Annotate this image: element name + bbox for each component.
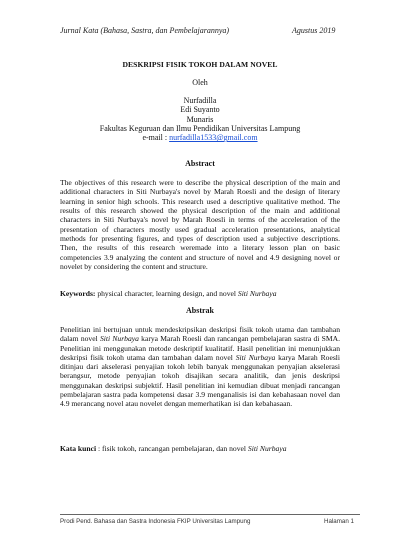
novel-title: Siti Nurbaya <box>235 352 276 362</box>
paper-title: DESKRIPSI FISIK TOKOH DALAM NOVEL <box>122 60 278 69</box>
footer-divider <box>60 514 360 515</box>
kata-kunci-text: : fisik tokoh, rancangan pembelajaran, dan novel <box>96 444 248 453</box>
keywords-text: physical character, learning design, and novel <box>95 289 238 298</box>
keywords-novel-title: Siti Nurbaya <box>237 289 277 298</box>
abstrak-segment: Penelitian ini bertujuan untuk mendeskripsikan deskripsi fisik tokoh utama dan tambahan dalam novel <box>60 325 340 344</box>
email-label: e-mail : <box>142 133 170 143</box>
footer-department: Prodi Pend. Bahasa dan Sastra Indonesia FKIP Universitas Lampung <box>60 518 251 525</box>
author-block <box>0 96 400 142</box>
abstrak-heading: Abstrak <box>185 306 214 315</box>
author-name: Nurfadilla <box>183 96 217 105</box>
abstract-english-text: The objectives of this research were to describe the physical description of the main and additional characters in Siti Nurbaya's novel by Marah Roesli and the design of literary learning in senior high schools. This research used a descriptive qualitative method. The results of this research showed the physical description of the main and additional characters in Siti Nurbaya's novel by Marah Roesli in terms of the acceleration of the presentation of characters mostly used gradual acceleration presentations, analytical methods for presenting figures, and types of description used a subjective descriptions. Then, the results of this research weremade into a literary lesson plan on basic competencies 3.9 analyzing the content and structure of novel and 4.9 designing novel or novelet by considering the content and structure. <box>60 178 340 272</box>
affiliation: Fakultas Keguruan dan Ilmu Pendidikan Universitas Lampung <box>99 123 301 133</box>
keywords-label: Keywords: <box>60 289 96 298</box>
keywords-english <box>60 289 340 298</box>
abstrak-segment: karya Marah Roesli ditinjau dari akselerasi penyajian tokoh lebih banyak menggunakan penyajian akselerasi berangsur, metode penyajian tokoh disajikan secara analitik, dan jenis deskripsi menggunakan deskripsi subjektif. Hasil penelitian ini kemudian dibuat menjadi rancangan pembelajaran sastra pada kompetensi dasar 3.9 menganalisis isi dan kebahasaan novel dan 4.9 merancang novel atau novelet dengan memerhatikan isi dan kebahasaan. <box>60 352 340 409</box>
email-line <box>0 133 400 142</box>
author-name: Edi Suyanto <box>180 105 220 115</box>
novel-title: Siti Nurbaya <box>99 334 139 344</box>
footer-page-number: Halaman 1 <box>324 518 354 525</box>
running-header-date: Agustus 2019 <box>292 26 336 35</box>
keywords-indonesian <box>60 444 340 453</box>
abstrak-indonesian-text <box>60 325 340 409</box>
running-header-journal: Jurnal Kata (Bahasa, Sastra, dan Pembelajarannya) <box>60 26 230 35</box>
abstrak-segment: karya Marah Roesli dan rancangan pembelajaran sastra di SMA. Penelitian ini menggunakan metode deskriptif kualitatif. Hasil penelitian ini menunjukkan deskripsi fisik tokoh utama dan tambahan dalam novel <box>60 334 340 362</box>
email-link[interactable]: nurfadilla1533@gmail.com <box>169 133 258 143</box>
kata-kunci-novel-title: Siti Nurbaya <box>247 444 287 453</box>
abstract-heading: Abstract <box>185 159 215 168</box>
kata-kunci-label: Kata kunci <box>60 444 97 453</box>
author-name: Munaris <box>186 114 214 124</box>
byline-oleh: Oleh <box>192 78 208 87</box>
